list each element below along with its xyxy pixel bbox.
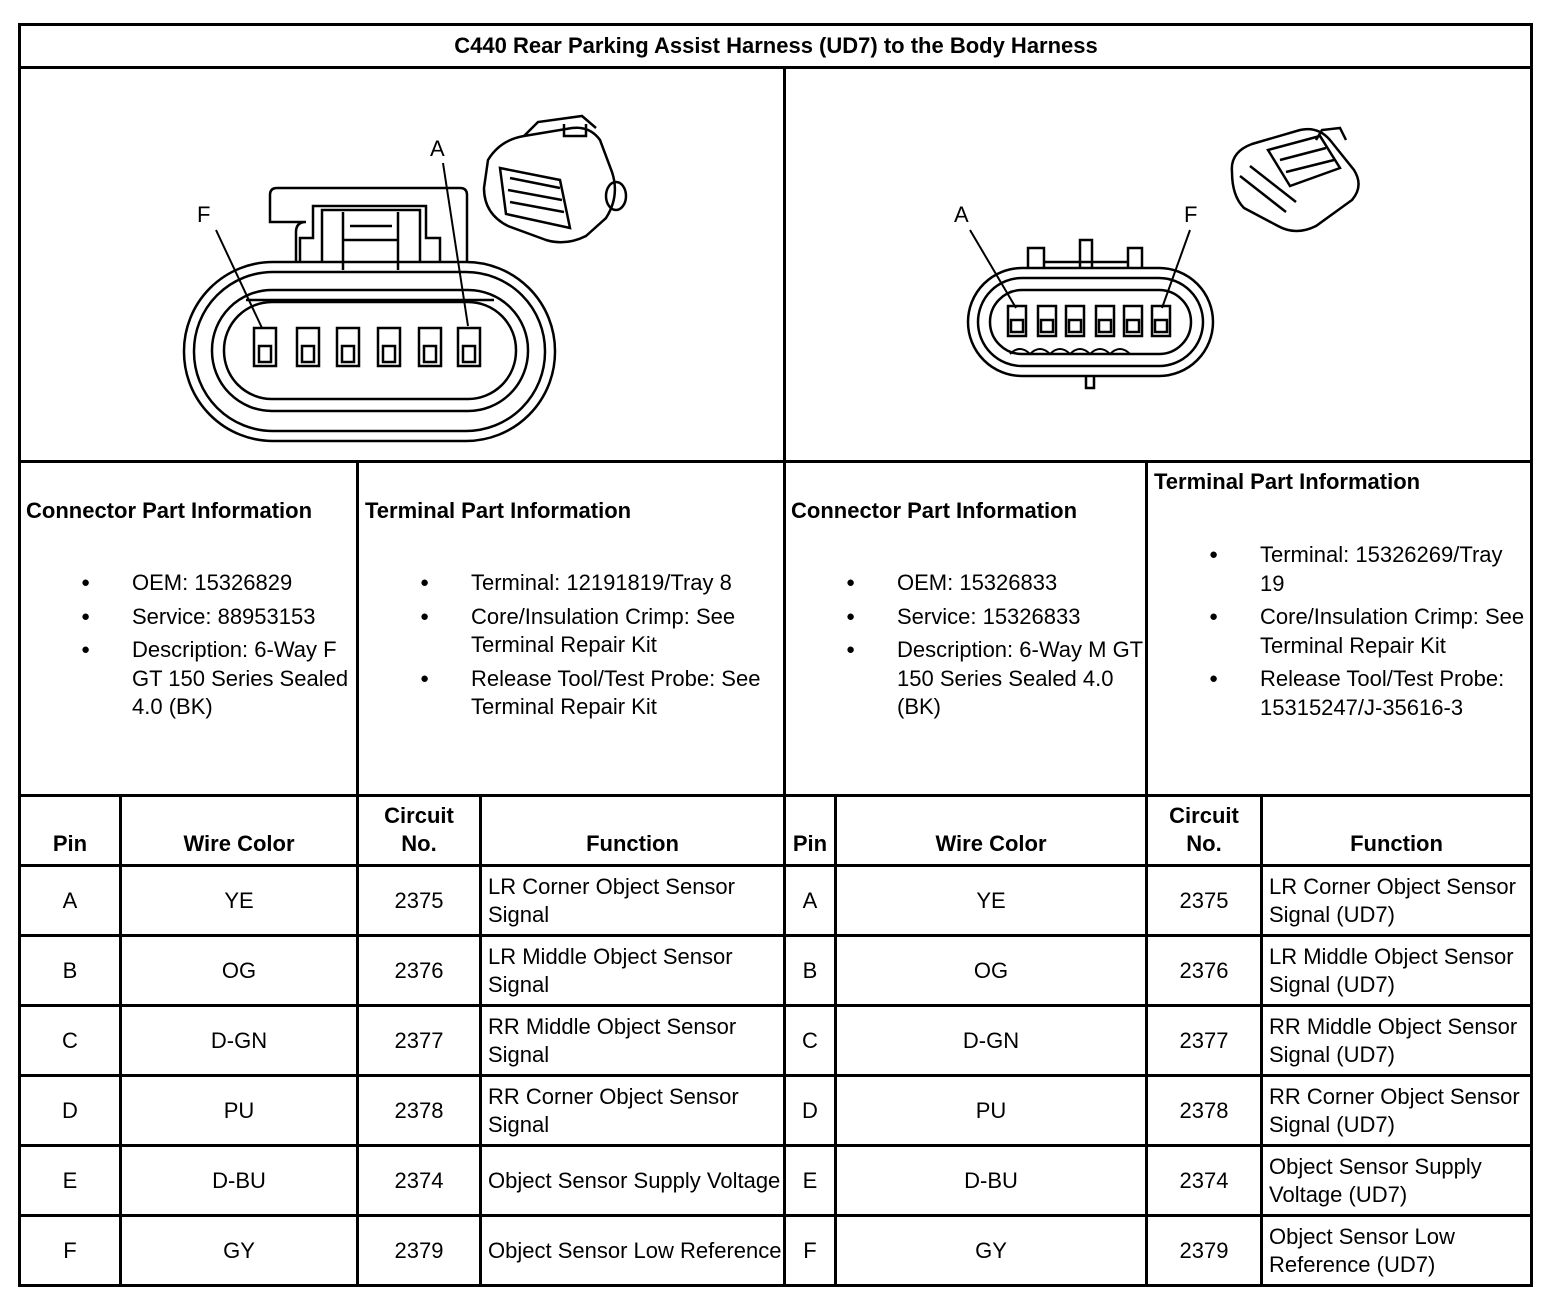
left-row-c-circuit: 2377 bbox=[394, 1027, 444, 1053]
left-row-a-circuit: 2375 bbox=[394, 887, 444, 913]
left-row-a-wire-color: YE bbox=[224, 887, 254, 913]
right-pin-label-f: F bbox=[1184, 202, 1198, 227]
right-row-f-wire-color: GY bbox=[975, 1237, 1007, 1263]
right-row-b-function: LR Middle Object Sensor Signal (UD7) bbox=[1269, 943, 1514, 997]
left-row-c-function: RR Middle Object Sensor Signal bbox=[488, 1013, 737, 1067]
list-item: ● Release Tool/Test Probe: See Terminal Repair Kit bbox=[365, 665, 779, 722]
left-header-pin: Pin bbox=[52, 831, 88, 856]
right-row-b-circuit: 2376 bbox=[1179, 957, 1229, 983]
left-connector-face bbox=[184, 163, 555, 441]
right-connector-info-heading: Connector Part Information bbox=[791, 498, 1078, 523]
right-terminal-info-list bbox=[1154, 541, 1528, 727]
left-connector-3d bbox=[484, 116, 626, 242]
right-row-f-function: Object Sensor Low Reference (UD7) bbox=[1269, 1223, 1455, 1277]
right-connector-face bbox=[968, 230, 1213, 388]
left-row-e-function: Object Sensor Supply Voltage bbox=[488, 1167, 781, 1193]
right-row-e-pin: E bbox=[802, 1167, 818, 1193]
right-row-b-wire-color: OG bbox=[973, 957, 1009, 983]
diagram-title: C440 Rear Parking Assist Harness (UD7) to the Body Harness bbox=[454, 33, 1098, 58]
left-pin-label-f: F bbox=[197, 202, 211, 227]
right-row-a-circuit: 2375 bbox=[1179, 887, 1229, 913]
left-row-b-pin: B bbox=[62, 957, 78, 983]
right-row-f-circuit: 2379 bbox=[1179, 1237, 1229, 1263]
list-item: ● Release Tool/Test Probe: 15315247/J-35616-3 bbox=[1154, 665, 1528, 722]
right-row-d-function: RR Corner Object Sensor Signal (UD7) bbox=[1269, 1083, 1520, 1137]
list-item: ● Service: 15326833 bbox=[791, 603, 1143, 632]
left-row-b-function: LR Middle Object Sensor Signal bbox=[488, 943, 733, 997]
list-item: ● Description: 6-Way F GT 150 Series Sealed 4.0 (BK) bbox=[26, 636, 352, 722]
left-row-f-function: Object Sensor Low Reference bbox=[488, 1237, 782, 1263]
left-row-f-wire-color: GY bbox=[223, 1237, 255, 1263]
right-terminal-info-heading: Terminal Part Information bbox=[1154, 469, 1421, 494]
left-row-d-function: RR Corner Object Sensor Signal bbox=[488, 1083, 739, 1137]
left-connector-info-list bbox=[26, 569, 352, 727]
left-row-b-wire-color: OG bbox=[221, 957, 257, 983]
list-item: ● Core/Insulation Crimp: See Terminal Repair Kit bbox=[1154, 603, 1528, 660]
right-row-c-pin: C bbox=[802, 1027, 818, 1053]
left-header-function: Function bbox=[586, 831, 679, 856]
right-row-d-wire-color: PU bbox=[975, 1097, 1007, 1123]
right-row-c-function: RR Middle Object Sensor Signal (UD7) bbox=[1269, 1013, 1518, 1067]
left-row-a-function: LR Corner Object Sensor Signal bbox=[488, 873, 735, 927]
right-row-a-pin: A bbox=[802, 887, 818, 913]
list-item: ● Description: 6-Way M GT 150 Series Sealed 4.0 (BK) bbox=[791, 636, 1143, 722]
left-row-b-circuit: 2376 bbox=[394, 957, 444, 983]
right-row-e-function: Object Sensor Supply Voltage (UD7) bbox=[1269, 1153, 1482, 1207]
left-pin-label-a: A bbox=[430, 136, 445, 161]
list-item: ● Core/Insulation Crimp: See Terminal Repair Kit bbox=[365, 603, 779, 660]
right-connector-3d bbox=[1232, 128, 1359, 231]
right-header-pin: Pin bbox=[792, 831, 828, 856]
left-row-d-circuit: 2378 bbox=[394, 1097, 444, 1123]
list-item: ● Terminal: 15326269/Tray 19 bbox=[1154, 541, 1528, 598]
right-row-c-wire-color: D-GN bbox=[962, 1027, 1020, 1053]
right-row-b-pin: B bbox=[802, 957, 818, 983]
list-item: ● Service: 88953153 bbox=[26, 603, 352, 632]
left-row-c-wire-color: D-GN bbox=[210, 1027, 268, 1053]
list-item: ● Terminal: 12191819/Tray 8 bbox=[365, 569, 779, 598]
right-row-e-wire-color: D-BU bbox=[964, 1167, 1018, 1193]
right-header-wire-color: Wire Color bbox=[935, 831, 1047, 856]
right-row-a-function: LR Corner Object Sensor Signal (UD7) bbox=[1269, 873, 1516, 927]
left-row-d-pin: D bbox=[62, 1097, 78, 1123]
right-row-d-circuit: 2378 bbox=[1179, 1097, 1229, 1123]
left-header-circuit-no: No. bbox=[401, 831, 437, 856]
right-pin-label-a: A bbox=[954, 202, 969, 227]
right-row-a-wire-color: YE bbox=[976, 887, 1006, 913]
left-header-circuit: Circuit bbox=[384, 803, 454, 828]
right-row-d-pin: D bbox=[802, 1097, 818, 1123]
left-terminal-info-heading: Terminal Part Information bbox=[365, 498, 632, 523]
list-item: ● OEM: 15326829 bbox=[26, 569, 352, 598]
left-connector-info-heading: Connector Part Information bbox=[26, 498, 313, 523]
right-row-c-circuit: 2377 bbox=[1179, 1027, 1229, 1053]
right-header-circuit-no: No. bbox=[1186, 831, 1222, 856]
left-row-a-pin: A bbox=[62, 887, 78, 913]
list-item: ● OEM: 15326833 bbox=[791, 569, 1143, 598]
right-header-circuit: Circuit bbox=[1169, 803, 1239, 828]
left-terminal-info-list bbox=[365, 569, 779, 727]
right-row-e-circuit: 2374 bbox=[1179, 1167, 1229, 1193]
left-pin-cavities bbox=[254, 328, 480, 366]
right-connector-info-list bbox=[791, 569, 1143, 727]
left-row-e-wire-color: D-BU bbox=[212, 1167, 266, 1193]
left-row-c-pin: C bbox=[62, 1027, 78, 1053]
right-pin-cavities bbox=[1008, 306, 1170, 336]
left-header-wire-color: Wire Color bbox=[183, 831, 295, 856]
left-row-e-pin: E bbox=[62, 1167, 78, 1193]
right-row-f-pin: F bbox=[803, 1237, 817, 1263]
left-row-f-circuit: 2379 bbox=[394, 1237, 444, 1263]
left-row-f-pin: F bbox=[63, 1237, 77, 1263]
right-header-function: Function bbox=[1350, 831, 1443, 856]
left-row-d-wire-color: PU bbox=[223, 1097, 255, 1123]
left-row-e-circuit: 2374 bbox=[394, 1167, 444, 1193]
